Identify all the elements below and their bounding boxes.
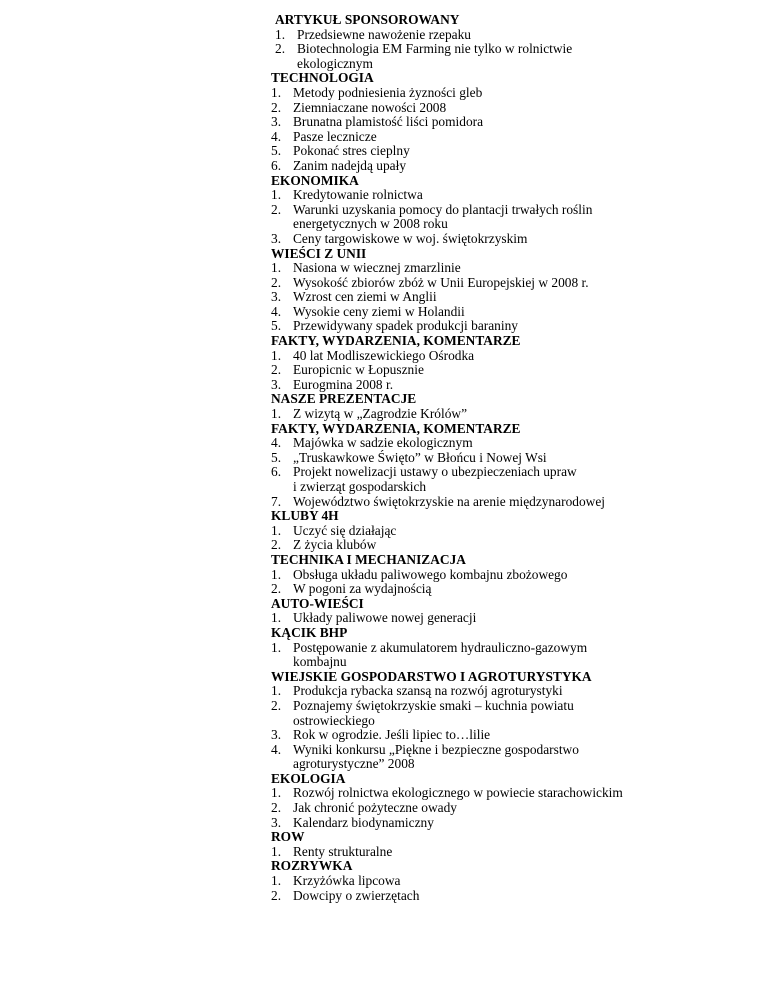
item-title xyxy=(293,874,400,889)
item-title xyxy=(293,699,574,728)
list-item xyxy=(271,261,741,276)
item-number: 1. xyxy=(271,260,282,276)
item-title xyxy=(293,495,605,510)
item-title-line: Europicnic w Łopusznie xyxy=(293,362,424,378)
section-heading: ROW xyxy=(271,829,305,845)
item-title xyxy=(293,407,467,422)
list-item xyxy=(271,363,741,378)
item-title xyxy=(293,276,589,291)
section xyxy=(271,71,741,173)
item-title-line: Biotechnologia EM Farming nie tylko w rolnictwie xyxy=(297,41,573,57)
item-number: 1. xyxy=(271,347,282,363)
list-item xyxy=(271,290,741,305)
item-title xyxy=(293,115,483,130)
section xyxy=(275,13,741,71)
item-title-line: Metody podniesienia żyzności gleb xyxy=(293,84,483,100)
list-item xyxy=(271,407,741,422)
item-title xyxy=(293,188,423,203)
item-number: 1. xyxy=(271,683,282,699)
item-title-line: Z wizytą w „Zagrodzie Królów” xyxy=(293,406,468,422)
list-item xyxy=(271,130,741,145)
item-title-line: Majówka w sadzie ekologicznym xyxy=(293,435,473,451)
item-title xyxy=(293,436,473,451)
section-heading: EKOLOGIA xyxy=(271,770,346,786)
section xyxy=(271,174,741,247)
item-number: 3. xyxy=(271,727,282,743)
item-number: 1. xyxy=(271,566,282,582)
item-title-line: Ceny targowiskowe w woj. świętokrzyskim xyxy=(293,230,528,246)
item-title-line: Projekt nowelizacji ustawy o ubezpieczeniach upraw xyxy=(293,464,577,480)
item-title-line: „Truskawkowe Święto” w Błońcu i Nowej Wsi xyxy=(293,449,547,465)
item-title-line: Wyniki konkursu „Piękne i bezpieczne gospodarstwo xyxy=(293,741,579,757)
item-title xyxy=(293,159,406,174)
item-title xyxy=(293,816,434,831)
item-title xyxy=(293,232,527,247)
table-of-contents xyxy=(271,13,741,903)
list-item xyxy=(271,159,741,174)
item-number: 1. xyxy=(271,639,282,655)
item-title-line: Rozwój rolnictwa ekologicznego w powiecie starachowickim xyxy=(293,785,623,801)
section-heading: TECHNOLOGIA xyxy=(271,70,374,86)
item-title-line: energetycznych w 2008 roku xyxy=(293,216,448,232)
item-title xyxy=(293,889,419,904)
item-title-line: Wzrost cen ziemi w Anglii xyxy=(293,289,437,305)
item-title-line: Brunatna plamistość liści pomidora xyxy=(293,114,484,130)
item-title xyxy=(293,144,410,159)
list-item xyxy=(271,874,741,889)
list-item xyxy=(271,538,741,553)
item-number: 1. xyxy=(271,406,282,422)
item-title xyxy=(293,261,461,276)
item-title-line: Przewidywany spadek produkcji baraniny xyxy=(293,318,518,334)
item-title xyxy=(293,538,376,553)
section-heading: AUTO-WIEŚCI xyxy=(271,595,364,611)
item-title-line: Obsługa układu paliwowego kombajnu zbożowego xyxy=(293,566,568,582)
list-item xyxy=(271,101,741,116)
section xyxy=(271,597,741,626)
item-title xyxy=(297,28,471,43)
list-item xyxy=(271,582,741,597)
list-item xyxy=(271,845,741,860)
item-number: 3. xyxy=(271,376,282,392)
item-number: 5. xyxy=(271,318,282,334)
item-title xyxy=(297,42,572,71)
item-title-line: Rok w ogrodzie. Jeśli lipiec to…lilie xyxy=(293,727,491,743)
item-title xyxy=(293,641,587,670)
item-title-line: Z życia klubów xyxy=(293,537,377,553)
item-title-line: 40 lat Modliszewickiego Ośrodka xyxy=(293,347,475,363)
list-item xyxy=(271,144,741,159)
item-title-line: Kalendarz biodynamiczny xyxy=(293,814,434,830)
item-title xyxy=(293,582,431,597)
list-item xyxy=(271,728,741,743)
section xyxy=(271,859,741,903)
item-title xyxy=(293,568,567,583)
item-title-line: Uczyć się działając xyxy=(293,522,397,538)
list-item xyxy=(271,276,741,291)
section xyxy=(271,830,741,859)
list-item xyxy=(271,305,741,320)
list-item xyxy=(271,611,741,626)
item-number: 1. xyxy=(271,610,282,626)
item-number: 2. xyxy=(271,887,282,903)
list-item xyxy=(271,889,741,904)
item-number: 2. xyxy=(271,274,282,290)
item-title-line: Renty strukturalne xyxy=(293,843,393,859)
item-title-line: Przedsiewne nawożenie rzepaku xyxy=(297,26,471,42)
item-title-line: Ziemniaczane nowości 2008 xyxy=(293,99,447,115)
item-title-line: Eurogmina 2008 r. xyxy=(293,376,394,392)
item-number: 5. xyxy=(271,449,282,465)
section-heading: KĄCIK BHP xyxy=(271,624,348,640)
list-item xyxy=(271,465,741,494)
list-item xyxy=(271,436,741,451)
list-item xyxy=(271,86,741,101)
item-number: 2. xyxy=(271,99,282,115)
item-title-line: Zanim nadejdą upały xyxy=(293,157,407,173)
item-title xyxy=(293,86,482,101)
section xyxy=(271,772,741,830)
item-title-line: Warunki uzyskania pomocy do plantacji trwałych roślin xyxy=(293,201,593,217)
item-number: 2. xyxy=(271,537,282,553)
item-number: 2. xyxy=(271,800,282,816)
item-number: 1. xyxy=(271,843,282,859)
item-title xyxy=(293,845,392,860)
item-title xyxy=(293,684,563,699)
list-item xyxy=(271,319,741,334)
item-title xyxy=(293,451,547,466)
item-title xyxy=(293,801,457,816)
item-number: 4. xyxy=(271,435,282,451)
section-heading: ROZRYWKA xyxy=(271,858,353,874)
item-title-line: Pasze lecznicze xyxy=(293,128,377,144)
item-title-line: Produkcja rybacka szansą na rozwój agroturystyki xyxy=(293,683,563,699)
list-item xyxy=(271,451,741,466)
item-title-line: Postępowanie z akumulatorem hydrauliczno-gazowym xyxy=(293,639,588,655)
list-item xyxy=(271,203,741,232)
item-number: 4. xyxy=(271,741,282,757)
item-number: 4. xyxy=(271,303,282,319)
section-heading: ARTYKUŁ SPONSOROWANY xyxy=(275,12,460,27)
item-number: 1. xyxy=(271,522,282,538)
list-item xyxy=(271,699,741,728)
list-item xyxy=(271,188,741,203)
section xyxy=(271,626,741,670)
list-item xyxy=(271,232,741,247)
list-item xyxy=(271,684,741,699)
item-title xyxy=(293,101,446,116)
section-heading: FAKTY, WYDARZENIA, KOMENTARZE xyxy=(271,333,521,349)
list-item xyxy=(271,641,741,670)
section xyxy=(271,334,741,392)
item-number: 1. xyxy=(271,84,282,100)
section-heading: KLUBY 4H xyxy=(271,508,339,524)
item-number: 1. xyxy=(275,26,286,42)
item-number: 1. xyxy=(271,187,282,203)
item-title-line: Wysokie ceny ziemi w Holandii xyxy=(293,303,465,319)
list-item xyxy=(271,495,741,510)
list-item xyxy=(271,786,741,801)
item-title-line: Kredytowanie rolnictwa xyxy=(293,187,423,203)
list-item xyxy=(271,115,741,130)
item-title-line: Dowcipy o zwierzętach xyxy=(293,887,420,903)
section-heading: NASZE PREZENTACJE xyxy=(271,391,417,407)
item-number: 2. xyxy=(271,362,282,378)
item-title-line: Jak chronić pożyteczne owady xyxy=(293,800,457,816)
item-number: 2. xyxy=(271,697,282,713)
section xyxy=(271,247,741,335)
section xyxy=(271,670,741,772)
section xyxy=(271,553,741,597)
item-title xyxy=(293,378,393,393)
item-title xyxy=(293,728,490,743)
item-title-line: ostrowieckiego xyxy=(293,712,375,728)
item-title xyxy=(293,305,465,320)
item-number: 3. xyxy=(271,289,282,305)
item-number: 2. xyxy=(271,201,282,217)
item-number: 6. xyxy=(271,157,282,173)
item-title-line: kombajnu xyxy=(293,654,347,670)
item-title-line: Nasiona w wiecznej zmarzlinie xyxy=(293,260,461,276)
list-item xyxy=(271,378,741,393)
item-number: 2. xyxy=(275,41,286,57)
item-title xyxy=(293,130,377,145)
section-heading: EKONOMIKA xyxy=(271,172,359,188)
item-title-line: i zwierząt gospodarskich xyxy=(293,479,427,494)
item-title-line: W pogoni za wydajnością xyxy=(293,581,432,597)
item-number: 5. xyxy=(271,143,282,159)
item-title xyxy=(293,319,518,334)
item-title xyxy=(293,743,579,772)
list-item xyxy=(271,524,741,539)
item-title-line: Krzyżówka lipcowa xyxy=(293,873,401,889)
item-title xyxy=(293,349,474,364)
item-title-line: Pokonać stres cieplny xyxy=(293,143,410,159)
item-number: 6. xyxy=(271,464,282,480)
section-heading: WIEŚCI Z UNII xyxy=(271,245,367,261)
item-title xyxy=(293,363,424,378)
item-title-line: agroturystyczne” 2008 xyxy=(293,756,415,772)
item-number: 3. xyxy=(271,114,282,130)
list-item xyxy=(271,801,741,816)
section-heading: FAKTY, WYDARZENIA, KOMENTARZE xyxy=(271,420,521,436)
item-title-line: Poznajemy świętokrzyskie smaki – kuchnia powiatu xyxy=(293,697,574,713)
list-item xyxy=(275,42,741,71)
item-number: 4. xyxy=(271,128,282,144)
section-heading: TECHNIKA I MECHANIZACJA xyxy=(271,551,466,567)
item-number: 1. xyxy=(271,873,282,889)
list-item xyxy=(271,568,741,583)
item-number: 7. xyxy=(271,493,282,509)
section-heading: WIEJSKIE GOSPODARSTWO I AGROTURYSTYKA xyxy=(271,668,592,684)
item-title-line: Układy paliwowe nowej generacji xyxy=(293,610,477,626)
item-title xyxy=(293,465,577,494)
item-title xyxy=(293,611,476,626)
list-item xyxy=(275,28,741,43)
item-title-line: ekologicznym xyxy=(297,55,373,71)
list-item xyxy=(271,816,741,831)
item-title-line: Województwo świętokrzyskie na arenie międzynarodowej xyxy=(293,493,606,509)
section xyxy=(271,392,741,421)
section xyxy=(271,509,741,553)
item-number: 2. xyxy=(271,581,282,597)
item-title xyxy=(293,290,437,305)
list-item xyxy=(271,743,741,772)
item-title xyxy=(293,203,592,232)
item-number: 3. xyxy=(271,230,282,246)
item-title-line: Wysokość zbiorów zbóż w Unii Europejskiej w 2008 r. xyxy=(293,274,589,290)
item-number: 1. xyxy=(271,785,282,801)
list-item xyxy=(271,349,741,364)
section xyxy=(271,422,741,510)
item-title xyxy=(293,524,396,539)
item-title xyxy=(293,786,623,801)
item-number: 3. xyxy=(271,814,282,830)
